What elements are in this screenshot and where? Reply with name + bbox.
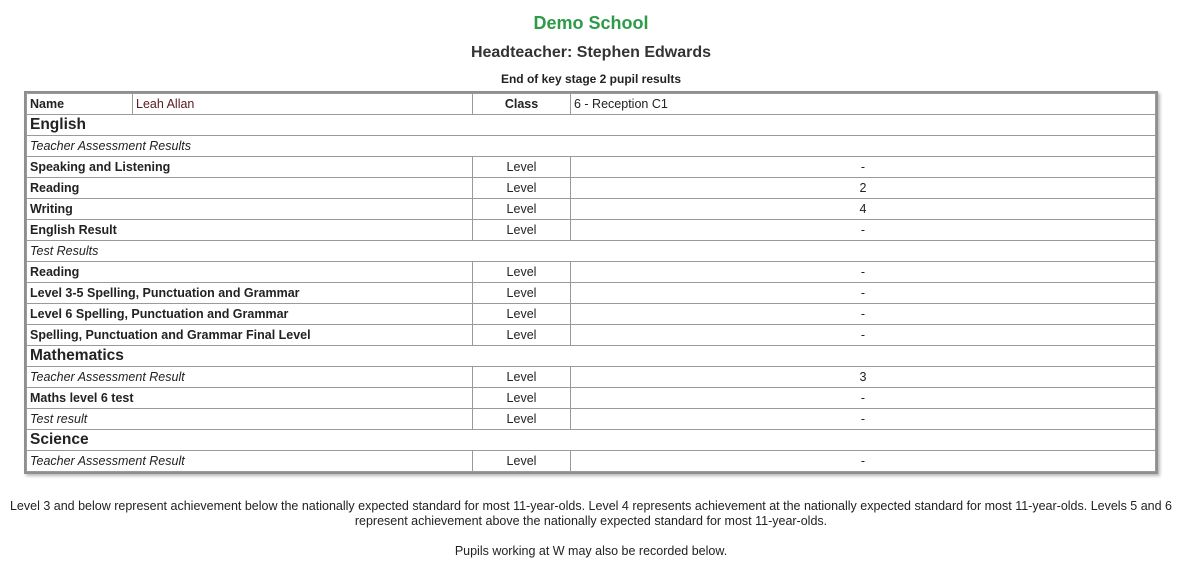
results-table-container <box>24 91 1158 474</box>
section-row-mathematics <box>27 346 1156 367</box>
measure-cell: Level <box>473 157 571 178</box>
measure-cell: Level <box>473 451 571 472</box>
table-row <box>27 262 1156 283</box>
measure-cell: Level <box>473 304 571 325</box>
table-row <box>27 220 1156 241</box>
result-value: - <box>571 409 1156 430</box>
table-row <box>27 367 1156 388</box>
subject-label: Spelling, Punctuation and Grammar Final Level <box>27 325 473 346</box>
subject-label: Reading <box>27 178 473 199</box>
result-value: - <box>571 157 1156 178</box>
subsection-label: Test Results <box>27 241 1156 262</box>
section-title-english: English <box>27 115 1156 136</box>
subject-label: Speaking and Listening <box>27 157 473 178</box>
measure-cell: Level <box>473 178 571 199</box>
subject-label: Level 3-5 Spelling, Punctuation and Grammar <box>27 283 473 304</box>
measure-cell: Level <box>473 388 571 409</box>
table-row <box>27 283 1156 304</box>
subsection-row <box>27 136 1156 157</box>
table-row <box>27 451 1156 472</box>
table-row <box>27 304 1156 325</box>
subject-label: Maths level 6 test <box>27 388 473 409</box>
result-value: - <box>571 325 1156 346</box>
result-value: - <box>571 304 1156 325</box>
table-row <box>27 157 1156 178</box>
section-row-english <box>27 115 1156 136</box>
result-value: 4 <box>571 199 1156 220</box>
table-row <box>27 178 1156 199</box>
pupil-class: 6 - Reception C1 <box>571 94 1156 115</box>
subsection-label: Teacher Assessment Results <box>27 136 1156 157</box>
section-title-mathematics: Mathematics <box>27 346 1156 367</box>
result-value: 2 <box>571 178 1156 199</box>
measure-cell: Level <box>473 325 571 346</box>
table-row <box>27 325 1156 346</box>
measure-cell: Level <box>473 220 571 241</box>
table-row <box>27 199 1156 220</box>
subject-label: Teacher Assessment Result <box>27 451 473 472</box>
measure-cell: Level <box>473 367 571 388</box>
results-table <box>26 93 1156 472</box>
measure-cell: Level <box>473 409 571 430</box>
subsection-row <box>27 241 1156 262</box>
headteacher-title: Headteacher: Stephen Edwards <box>470 44 712 61</box>
measure-cell: Level <box>473 262 571 283</box>
name-label: Name <box>27 94 133 115</box>
result-value: 3 <box>571 367 1156 388</box>
section-row-science <box>27 430 1156 451</box>
result-value: - <box>571 388 1156 409</box>
subject-label: Reading <box>27 262 473 283</box>
pupil-info-row <box>27 94 1156 115</box>
working-at-w-note: Pupils working at W may also be recorded below. <box>454 544 728 558</box>
subject-label: Level 6 Spelling, Punctuation and Grammar <box>27 304 473 325</box>
table-row <box>27 409 1156 430</box>
report-subtitle: End of key stage 2 pupil results <box>500 72 682 86</box>
subject-label: Writing <box>27 199 473 220</box>
levels-explanation: Level 3 and below represent achievement below the nationally expected standard for most 11-year-olds. Level 4 represents achievement at the nationally expected standard for most 11-year-olds. Levels 5 and 6 represent achievement above the nationally expected standard for most 11-year-olds. <box>9 499 1173 528</box>
measure-cell: Level <box>473 199 571 220</box>
pupil-name: Leah Allan <box>133 94 473 115</box>
measure-cell: Level <box>473 283 571 304</box>
school-name: Demo School <box>533 13 649 33</box>
result-value: - <box>571 220 1156 241</box>
subject-label: English Result <box>27 220 473 241</box>
table-row <box>27 388 1156 409</box>
result-value: - <box>571 451 1156 472</box>
class-label: Class <box>473 94 571 115</box>
subject-label: Teacher Assessment Result <box>27 367 473 388</box>
result-value: - <box>571 283 1156 304</box>
result-value: - <box>571 262 1156 283</box>
section-title-science: Science <box>27 430 1156 451</box>
subject-label: Test result <box>27 409 473 430</box>
